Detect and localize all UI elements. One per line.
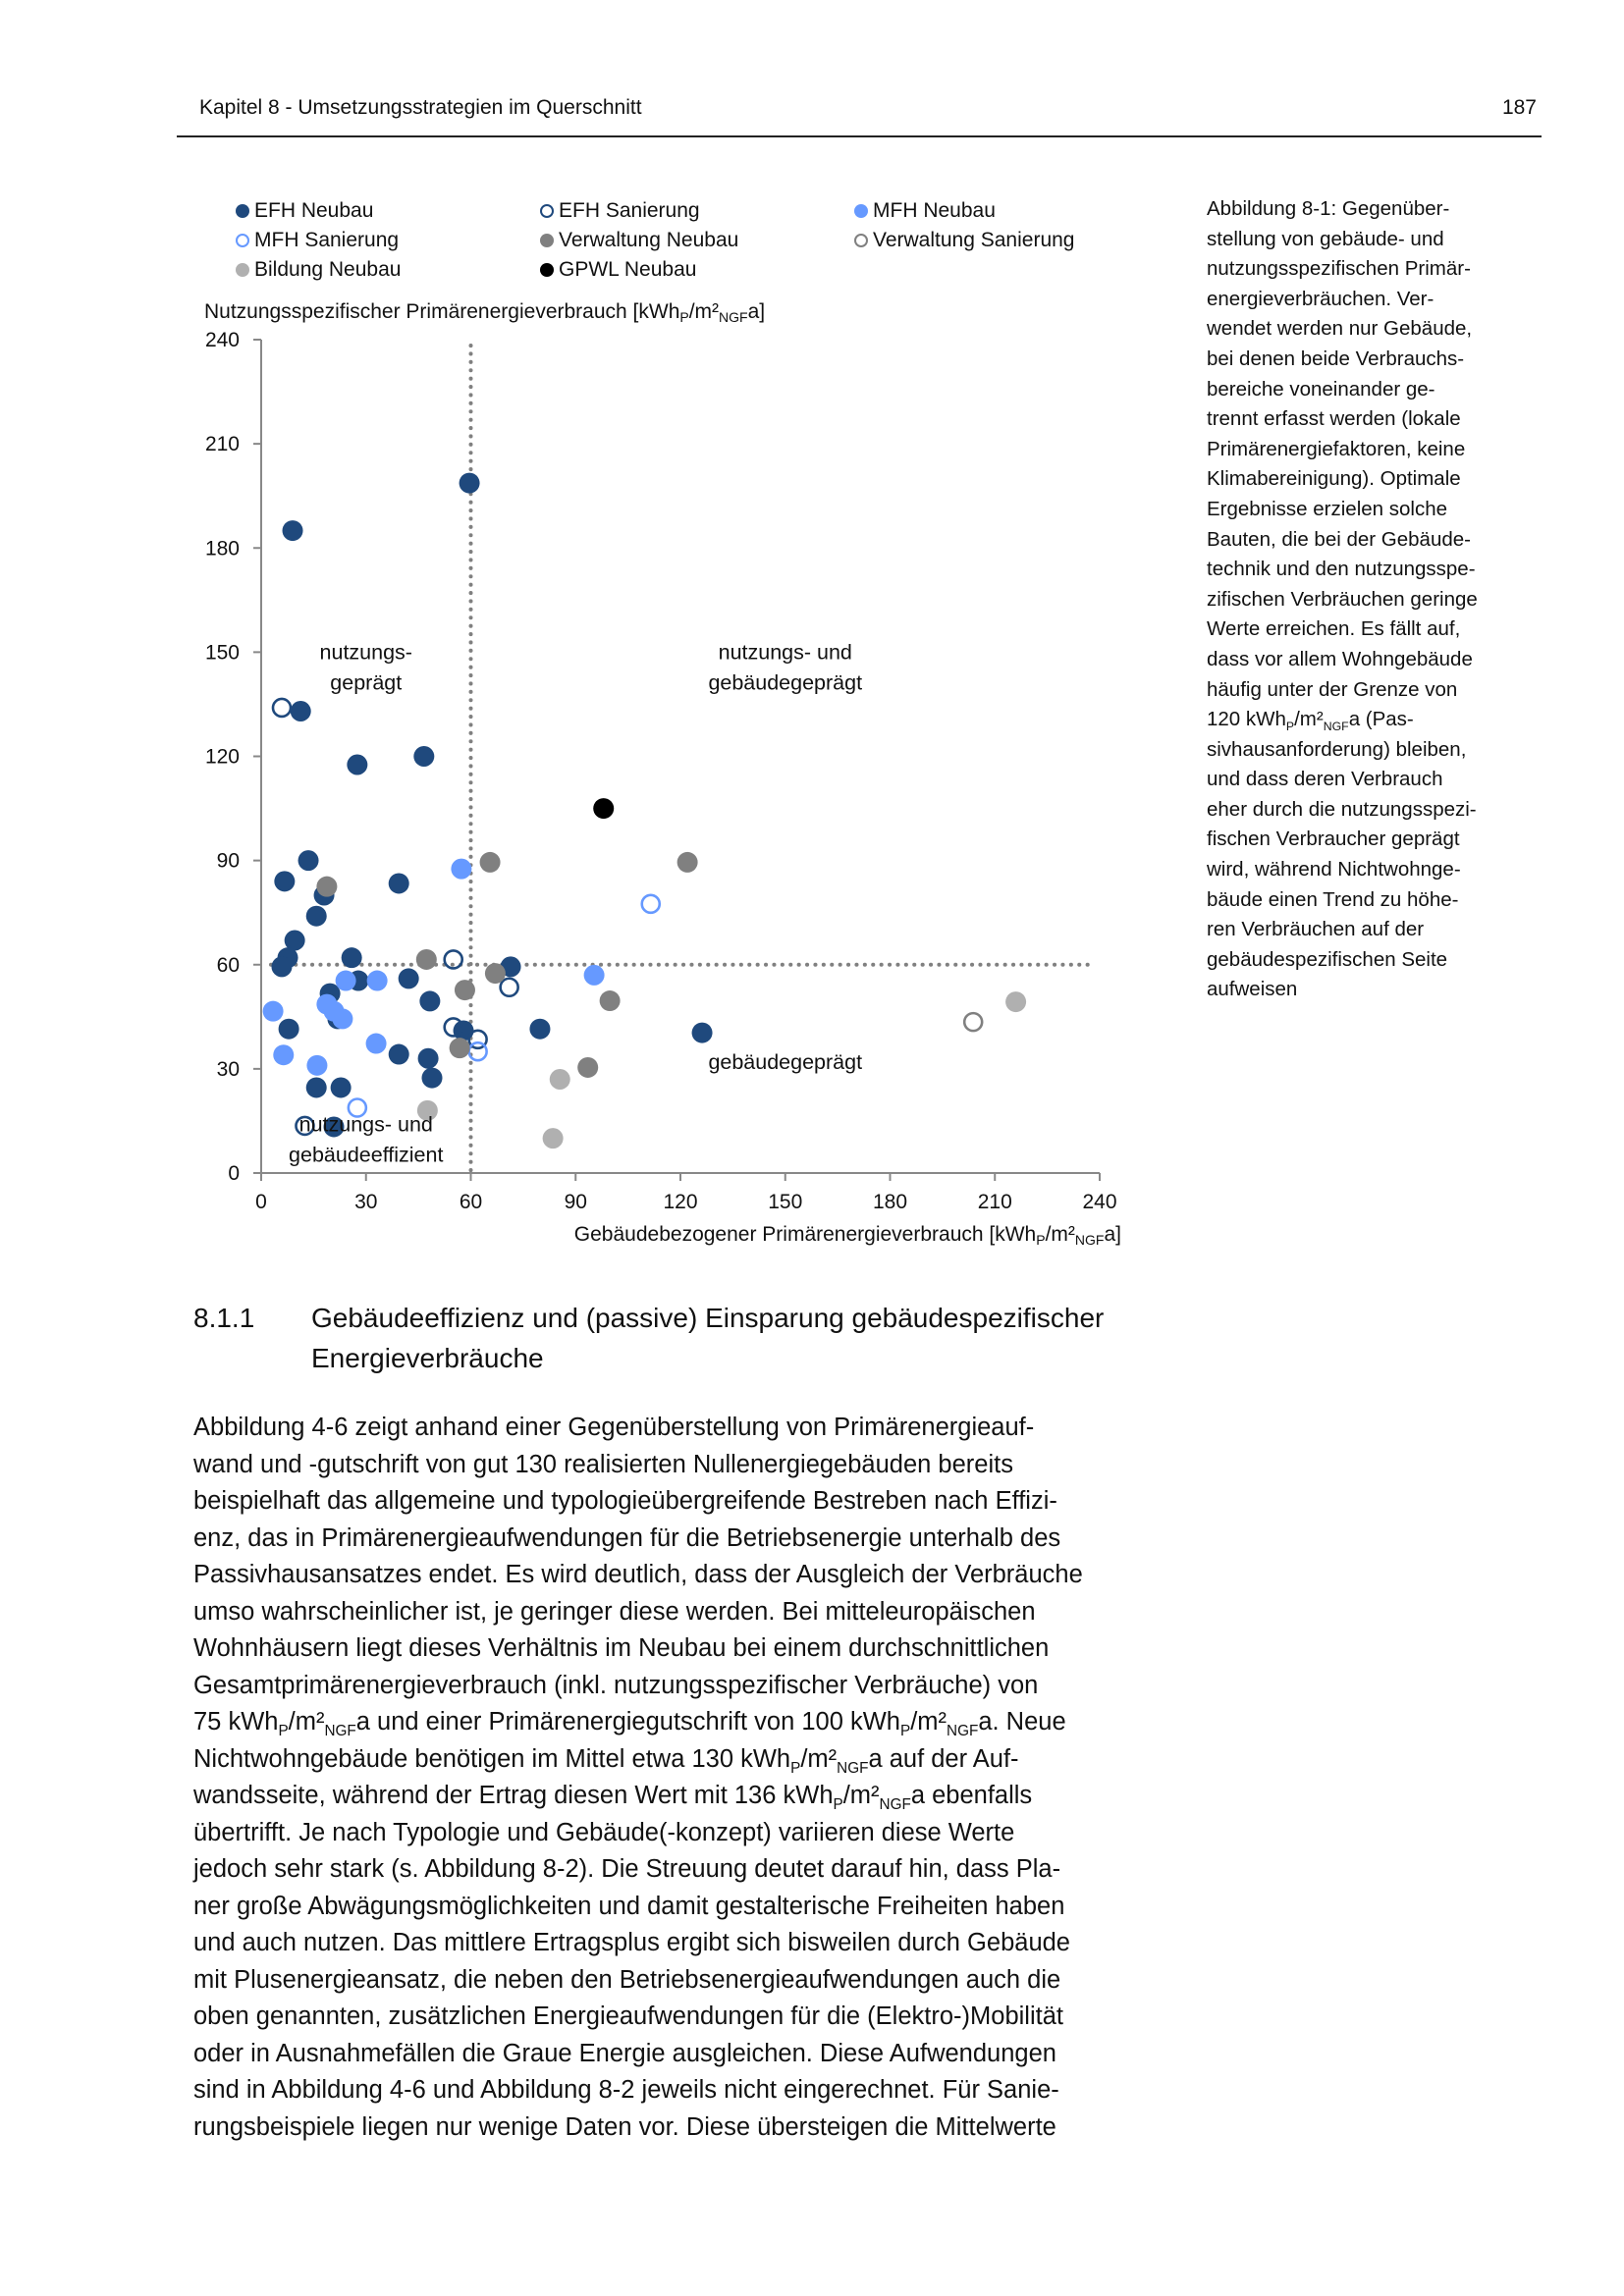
body-line: übertrifft. Je nach Typologie und Gebäude(-konzept) variieren diese Werte bbox=[193, 1818, 1015, 1846]
point-efh-neubau bbox=[460, 473, 480, 494]
point-efh-neubau bbox=[306, 1077, 327, 1097]
point-mfh-neubau bbox=[273, 1044, 294, 1065]
region-annotation: nutzungs- und bbox=[718, 640, 852, 665]
body-line: wandsseite, während der Ertrag diesen Wert mit 136 $kWh_P/m^2_{NGF}a$ ebenfalls bbox=[193, 1782, 1033, 1814]
point-mfh-neubau bbox=[263, 1001, 284, 1022]
body-line: jedoch sehr stark (s. Abbildung 8-2). Die Streuung deutet darauf hin, dass Pla- bbox=[193, 1855, 1061, 1883]
region-annotation: nutzungs- und bbox=[298, 1112, 433, 1137]
point-verwaltung-neubau bbox=[600, 990, 621, 1011]
point-efh-neubau bbox=[692, 1023, 713, 1043]
chapter-title: Kapitel 8 - Umsetzungsstrategien im Querschnitt bbox=[199, 96, 642, 119]
body-paragraph bbox=[193, 1410, 1215, 2146]
body-line: Gesamtprimärenergieverbrauch (inkl. nutzungsspezifischer Verbräuche) von bbox=[193, 1671, 1039, 1699]
legend-item bbox=[540, 255, 696, 285]
body-line: 75 $kWh_P/m^2_{NGF}a$ und einer Primärenergiegutschrift von 100 $kWh_P/m^2_{NGF}a$. Neue bbox=[193, 1708, 1066, 1740]
caption-line: eher durch die nutzungsspezi- bbox=[1207, 797, 1477, 821]
x-tick-label: 90 bbox=[564, 1191, 587, 1213]
caption-line: stellung von gebäude- und bbox=[1207, 227, 1444, 250]
point-verwaltung-sanierung bbox=[964, 1013, 982, 1031]
x-tick-label: 120 bbox=[663, 1191, 698, 1213]
caption-line: wird, während Nichtwohnge- bbox=[1207, 858, 1461, 881]
legend-marker-icon bbox=[540, 263, 554, 277]
caption-line: 120 $kWh_P/m^2_{NGF}a$ (Pas- bbox=[1207, 708, 1414, 734]
caption-line: bäude einen Trend zu höhe- bbox=[1207, 887, 1459, 911]
body-line: rungsbeispiele liegen nur wenige Daten vor. Diese übersteigen die Mittelwerte bbox=[193, 2112, 1056, 2141]
caption-line: bei denen beide Verbrauchs- bbox=[1207, 347, 1465, 370]
caption-line: bereiche voneinander ge- bbox=[1207, 377, 1435, 400]
legend-marker-icon bbox=[854, 204, 868, 218]
legend-item bbox=[236, 226, 399, 255]
point-efh-neubau bbox=[298, 850, 319, 871]
caption-line: Abbildung 8-1: Gegenüber- bbox=[1207, 197, 1450, 220]
body-line: umso wahrscheinlicher ist, je geringer diese werden. Bei mitteleuropäischen bbox=[193, 1597, 1036, 1626]
caption-line: energieverbräuchen. Ver- bbox=[1207, 287, 1435, 310]
body-line: Passivhausansatzes endet. Es wird deutlich, dass der Ausgleich der Verbräuche bbox=[193, 1561, 1083, 1588]
caption-line: technik und den nutzungsspe- bbox=[1207, 558, 1476, 581]
region-annotation: gebäudegeprägt bbox=[708, 1049, 863, 1074]
point-verwaltung-neubau bbox=[677, 852, 698, 873]
caption-line: Bauten, die bei der Gebäude- bbox=[1207, 527, 1471, 551]
point-efh-neubau bbox=[283, 520, 303, 541]
point-mfh-neubau bbox=[584, 965, 605, 986]
caption-line: aufweisen bbox=[1207, 978, 1298, 1001]
point-verwaltung-neubau bbox=[450, 1038, 470, 1058]
caption-line: trennt erfasst werden (lokale bbox=[1207, 407, 1461, 431]
point-efh-neubau bbox=[306, 906, 327, 927]
y-tick-label: 210 bbox=[204, 433, 240, 456]
body-line: oben genannten, zusätzlichen Energieaufwendungen für die (Elektro-)Mobilität bbox=[193, 2002, 1063, 2030]
point-mfh-neubau bbox=[451, 859, 471, 880]
point-efh-neubau bbox=[347, 754, 367, 774]
caption-line: zifischen Verbräuchen geringe bbox=[1207, 587, 1478, 611]
caption-line: fischen Verbraucher geprägt bbox=[1207, 828, 1460, 851]
figure-caption bbox=[1207, 194, 1531, 1005]
region-annotation: geprägt bbox=[330, 670, 403, 695]
body-line: ner große Abwägungsmöglichkeiten und damit gestalterische Freiheiten haben bbox=[193, 1892, 1065, 1920]
point-efh-neubau bbox=[419, 990, 440, 1011]
body-line: Abbildung 4-6 zeigt anhand einer Gegenüberstellung von Primärenergieauf- bbox=[193, 1414, 1035, 1441]
caption-line: Ergebnisse erzielen solche bbox=[1207, 497, 1447, 520]
legend-marker-icon bbox=[236, 263, 249, 277]
legend-label: EFH Sanierung bbox=[559, 199, 700, 222]
legend-item bbox=[236, 196, 373, 226]
point-verwaltung-neubau bbox=[416, 949, 437, 970]
body-line: Wohnhäusern liegt dieses Verhältnis im Neubau bei einem durchschnittlichen bbox=[193, 1634, 1050, 1662]
x-tick-label: 210 bbox=[977, 1191, 1012, 1213]
point-efh-neubau bbox=[454, 1020, 474, 1041]
point-bildung-neubau bbox=[550, 1069, 570, 1090]
legend-label: Verwaltung Sanierung bbox=[873, 229, 1075, 251]
body-line: oder in Ausnahmefällen die Graue Energie ausgleichen. Diese Aufwendungen bbox=[193, 2039, 1056, 2067]
legend-marker-icon bbox=[236, 204, 249, 218]
x-tick-label: 0 bbox=[255, 1191, 267, 1213]
point-mfh-neubau bbox=[366, 1034, 387, 1054]
point-verwaltung-neubau bbox=[485, 963, 506, 984]
point-efh-neubau bbox=[422, 1068, 443, 1089]
x-tick-label: 240 bbox=[1082, 1191, 1117, 1213]
caption-line: dass vor allem Wohngebäude bbox=[1207, 647, 1473, 670]
legend-label: MFH Sanierung bbox=[254, 229, 400, 251]
legend-item bbox=[854, 196, 996, 226]
caption-line: häufig unter der Grenze von bbox=[1207, 677, 1458, 701]
section-title bbox=[311, 1298, 1195, 1378]
caption-line: wendet werden nur Gebäude, bbox=[1207, 317, 1473, 341]
legend-item bbox=[236, 255, 401, 285]
y-tick-label: 240 bbox=[204, 329, 240, 351]
point-mfh-neubau bbox=[367, 971, 388, 991]
y-tick-label: 180 bbox=[204, 537, 240, 561]
legend-marker-icon bbox=[236, 234, 249, 247]
section-title-line: Gebäudeeffizienz und (passive) Einsparung gebäudespezifischer bbox=[311, 1303, 1105, 1333]
legend-label: EFH Neubau bbox=[254, 199, 374, 222]
y-tick-label: 150 bbox=[204, 641, 240, 665]
y-axis-title: Nutzungsspezifischer Primärenergieverbrauch [kWhP/m²NGFa] bbox=[204, 300, 766, 325]
legend-label: GPWL Neubau bbox=[559, 258, 697, 281]
point-efh-neubau bbox=[342, 947, 362, 968]
point-mfh-neubau bbox=[306, 1055, 327, 1076]
point-mfh-neubau bbox=[336, 971, 356, 991]
region-annotation: gebäudeeffizient bbox=[289, 1143, 444, 1167]
point-efh-neubau bbox=[389, 1044, 409, 1065]
point-efh-neubau bbox=[413, 746, 434, 767]
point-bildung-neubau bbox=[1005, 991, 1026, 1012]
y-tick-label: 60 bbox=[216, 953, 240, 977]
legend-label: Bildung Neubau bbox=[254, 258, 402, 281]
point-efh-neubau bbox=[389, 873, 409, 893]
point-efh-neubau bbox=[279, 1019, 299, 1040]
x-tick-label: 180 bbox=[872, 1191, 908, 1213]
caption-line: nutzungsspezifischen Primär- bbox=[1207, 257, 1471, 281]
page-number: 187 bbox=[1501, 96, 1537, 119]
region-annotation: nutzungs- bbox=[319, 640, 412, 665]
caption-line: Klimabereinigung). Optimale bbox=[1207, 467, 1461, 491]
point-verwaltung-neubau bbox=[316, 877, 337, 897]
body-line: wand und -gutschrift von gut 130 realisierten Nullenergiegebäuden bereits bbox=[193, 1450, 1013, 1478]
body-line: beispielhaft das allgemeine und typologieübergreifende Bestreben nach Effizi- bbox=[193, 1487, 1057, 1515]
y-tick-label: 30 bbox=[216, 1057, 240, 1081]
x-tick-label: 60 bbox=[459, 1191, 483, 1213]
point-efh-sanierung bbox=[273, 699, 291, 717]
legend-marker-icon bbox=[854, 234, 868, 247]
point-verwaltung-neubau bbox=[455, 980, 475, 1000]
section-number: 8.1.1 bbox=[193, 1303, 255, 1333]
x-tick-label: 150 bbox=[768, 1191, 803, 1213]
point-verwaltung-neubau bbox=[480, 852, 501, 873]
point-mfh-neubau bbox=[332, 1008, 352, 1029]
point-efh-neubau bbox=[418, 1048, 439, 1069]
region-annotation: gebäudegeprägt bbox=[708, 670, 863, 695]
body-line: und auch nutzen. Das mittlere Ertragsplus ergibt sich bisweilen durch Gebäude bbox=[193, 1929, 1070, 1956]
legend-label: MFH Neubau bbox=[873, 199, 996, 222]
legend-item bbox=[540, 196, 700, 226]
point-efh-neubau bbox=[399, 968, 419, 988]
caption-line: gebäudespezifischen Seite bbox=[1207, 947, 1448, 971]
legend-label: Verwaltung Neubau bbox=[559, 229, 739, 251]
point-verwaltung-neubau bbox=[577, 1057, 598, 1078]
point-efh-neubau bbox=[529, 1019, 550, 1040]
caption-line: sivhausanforderung) bleiben, bbox=[1207, 737, 1467, 761]
body-line: mit Plusenergieansatz, die neben den Betriebsenergieaufwendungen auch die bbox=[193, 1965, 1061, 1994]
point-efh-neubau bbox=[331, 1077, 352, 1097]
header-rule bbox=[177, 135, 1542, 137]
x-tick-label: 30 bbox=[354, 1191, 378, 1213]
point-efh-neubau bbox=[271, 956, 292, 977]
caption-line: ren Verbräuchen auf der bbox=[1207, 918, 1425, 941]
body-line: enz, das in Primärenergieaufwendungen für die Betriebsenergie unterhalb des bbox=[193, 1523, 1061, 1552]
point-mfh-sanierung bbox=[469, 1042, 487, 1060]
caption-line: und dass deren Verbrauch bbox=[1207, 768, 1443, 791]
point-efh-neubau bbox=[291, 701, 311, 721]
point-bildung-neubau bbox=[543, 1128, 564, 1148]
caption-line: Werte erreichen. Es fällt auf, bbox=[1207, 617, 1461, 641]
body-line: Nichtwohngebäude benötigen im Mittel etwa 130 $kWh_P/m^2_{NGF}a$ auf der Auf- bbox=[193, 1744, 1019, 1777]
y-tick-label: 90 bbox=[216, 849, 240, 873]
legend-marker-icon bbox=[540, 234, 554, 247]
y-tick-label: 0 bbox=[228, 1162, 240, 1185]
legend-item bbox=[854, 226, 1074, 255]
body-line: sind in Abbildung 4-6 und Abbildung 8-2 jeweils nicht eingerechnet. Für Sanie- bbox=[193, 2076, 1059, 2104]
x-axis-title: Gebäudebezogener Primärenergieverbrauch [kWhP/m²NGFa] bbox=[573, 1223, 1121, 1248]
caption-line: Primärenergiefaktoren, keine bbox=[1207, 437, 1466, 460]
legend-marker-icon bbox=[540, 204, 554, 218]
section-title-line: Energieverbräuche bbox=[311, 1343, 544, 1373]
point-mfh-sanierung bbox=[642, 895, 660, 913]
point-efh-sanierung bbox=[501, 979, 518, 996]
point-efh-neubau bbox=[274, 871, 295, 891]
point-gpwl-neubau bbox=[593, 798, 614, 819]
y-tick-label: 120 bbox=[204, 745, 240, 769]
legend-item bbox=[540, 226, 738, 255]
